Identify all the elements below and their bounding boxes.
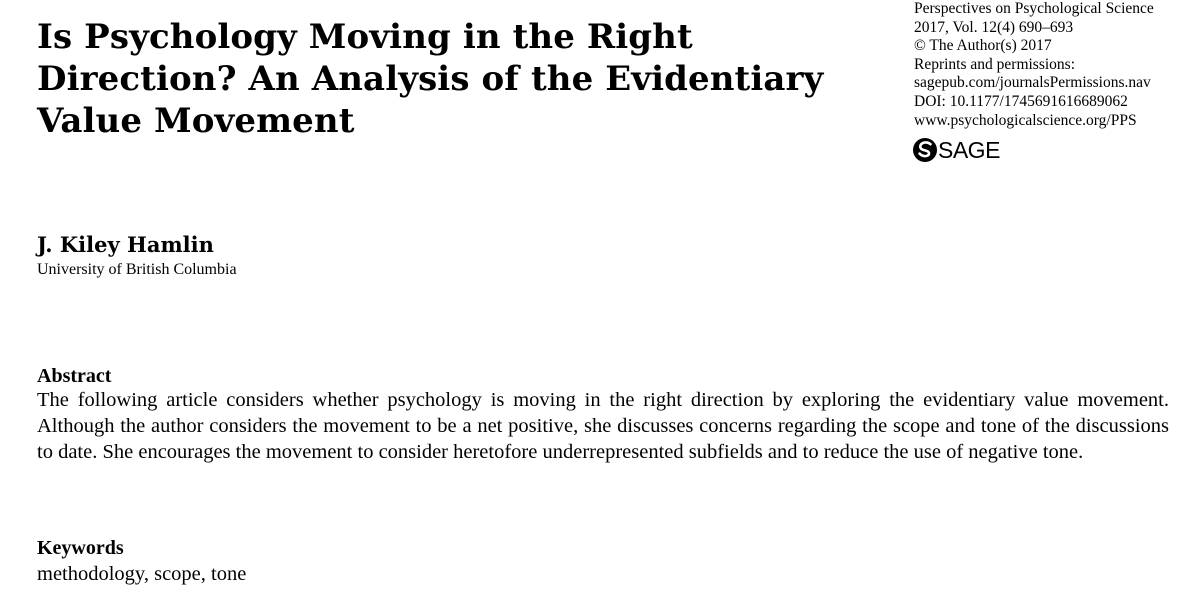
keywords-list: methodology, scope, tone (37, 563, 247, 585)
permissions-link[interactable]: sagepub.com/journalsPermissions.nav (914, 74, 1151, 92)
journal-website-link[interactable]: www.psychologicalscience.org/PPS (914, 111, 1137, 129)
abstract-heading: Abstract (37, 365, 112, 387)
copyright-notice: © The Author(s) 2017 (914, 37, 1052, 55)
article-title (37, 16, 857, 142)
author-affiliation: University of British Columbia (37, 261, 237, 278)
keywords-heading: Keywords (37, 537, 124, 559)
article-title-line: Direction? An Analysis of the Evidentiary (37, 59, 824, 99)
reprints-label: Reprints and permissions: (914, 55, 1076, 73)
article-title-line: Is Psychology Moving in the Right (37, 17, 693, 57)
doi-link[interactable]: DOI: 10.1177/1745691616689062 (914, 92, 1128, 110)
publisher-logo (913, 137, 1000, 163)
journal-volume: 2017, Vol. 12(4) 690–693 (914, 18, 1074, 36)
journal-name: Perspectives on Psychological Science (914, 0, 1154, 17)
publisher-logo-text: SAGE (938, 137, 1000, 163)
journal-info-block (914, 0, 1194, 130)
sage-s-logo-icon (913, 138, 937, 162)
abstract-text: The following article considers whether psychology is moving in the right direction by exploring the evidentiary value movement. Although the author considers the movement to be a net positive, she discusses concerns regarding the scope and tone of the discussions to date. She encourages the movement to consider heretofore underrepresented subfields and to reduce the use of negative tone. (37, 389, 1169, 463)
article-title-line: Value Movement (37, 101, 355, 141)
author-name: J. Kiley Hamlin (37, 232, 214, 257)
